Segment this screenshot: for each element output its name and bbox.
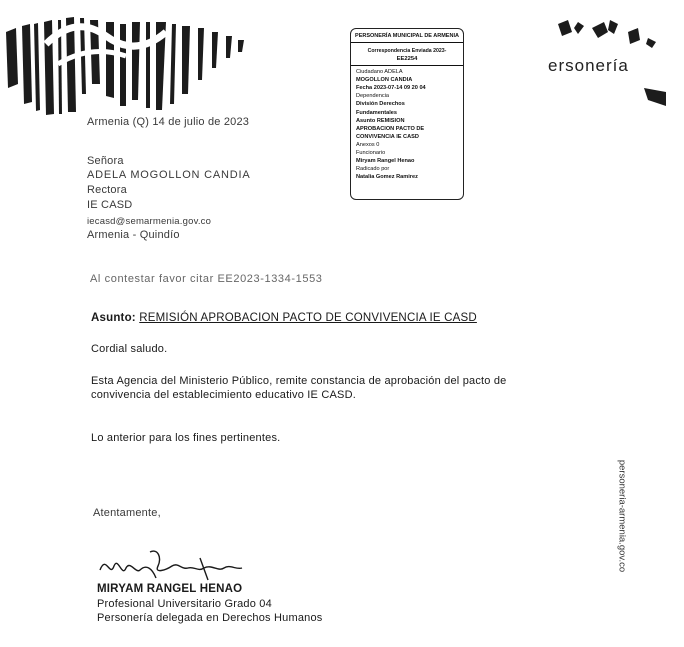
stamp-funcionario-name: Miryam Rangel Henao (356, 158, 415, 165)
stamp-doc-type: Correspondencia Enviada 2023- (367, 48, 447, 54)
radication-stamp (350, 28, 464, 200)
salutation-title: Señora (87, 155, 124, 167)
stamp-anexos: Anexos 0 (356, 141, 380, 148)
greeting: Cordial saludo. (91, 343, 168, 355)
body-line-1: Esta Agencia del Ministerio Público, remite constancia de aprobación del pacto de (91, 375, 507, 387)
recipient-role: Rectora (87, 184, 127, 196)
stamp-division2: Fundamentales (356, 109, 398, 116)
stamp-fecha: Fecha 2023-07-14 09 20 04 (356, 85, 426, 92)
recipient-org: IE CASD (87, 199, 133, 211)
stamp-radicado-por-name: Natalia Gomez Ramirez (356, 174, 418, 181)
stamp-radicado-por: Radicado por (356, 166, 390, 173)
closing-line: Lo anterior para los fines pertinentes. (91, 432, 281, 444)
subject-label: Asunto: (91, 312, 136, 324)
stamp-title: PERSONERÍA MUNICIPAL DE ARMENIA (355, 33, 459, 39)
side-website-text (612, 436, 632, 596)
stamp-asunto2: APROBACION PACTO DE (356, 125, 425, 132)
recipient-email: iecasd@semarmenia.gov.co (87, 216, 212, 227)
date-line: Armenia (Q) 14 de julio de 2023 (87, 116, 250, 128)
recipient-city: Armenia - Quindío (87, 229, 180, 241)
subject-text: REMISIÓN APROBACION PACTO DE CONVIVENCIA IE CASD (139, 312, 477, 324)
side-website-label: personeria-armenia.gov.co (616, 459, 628, 573)
stamp-ciudadano: Ciudadano ADELA (356, 69, 403, 76)
stamp-asunto: Asunto REMISION (356, 117, 405, 124)
stamp-asunto3: CONVIVENCIA IE CASD (356, 133, 419, 140)
recipient-name: ADELA MOGOLLON CANDIA (87, 169, 251, 181)
farewell: Atentamente, (93, 507, 161, 519)
left-logo-graphic (6, 14, 246, 116)
logo-text: ersonería (548, 56, 629, 75)
signer-name: MIRYAM RANGEL HENAO (97, 583, 243, 595)
subject-line (91, 312, 477, 325)
signer-title: Profesional Universitario Grado 04 (97, 598, 272, 610)
signer-office: Personería delegada en Derechos Humanos (97, 612, 323, 624)
body-line-2: convivencia del establecimiento educativo IE CASD. (91, 389, 356, 401)
stamp-ciudadano-name: MOGOLLON CANDIA (356, 77, 413, 84)
reply-note: Al contestar favor citar EE2023-1334-1553 (90, 273, 323, 285)
stamp-dependencia: Dependencia (356, 93, 389, 100)
stamp-funcionario: Funcionario (356, 150, 386, 157)
personeria-logo (548, 18, 668, 110)
stamp-radicado: EE2254 (396, 56, 418, 62)
stamp-division: División Derechos (356, 101, 405, 108)
